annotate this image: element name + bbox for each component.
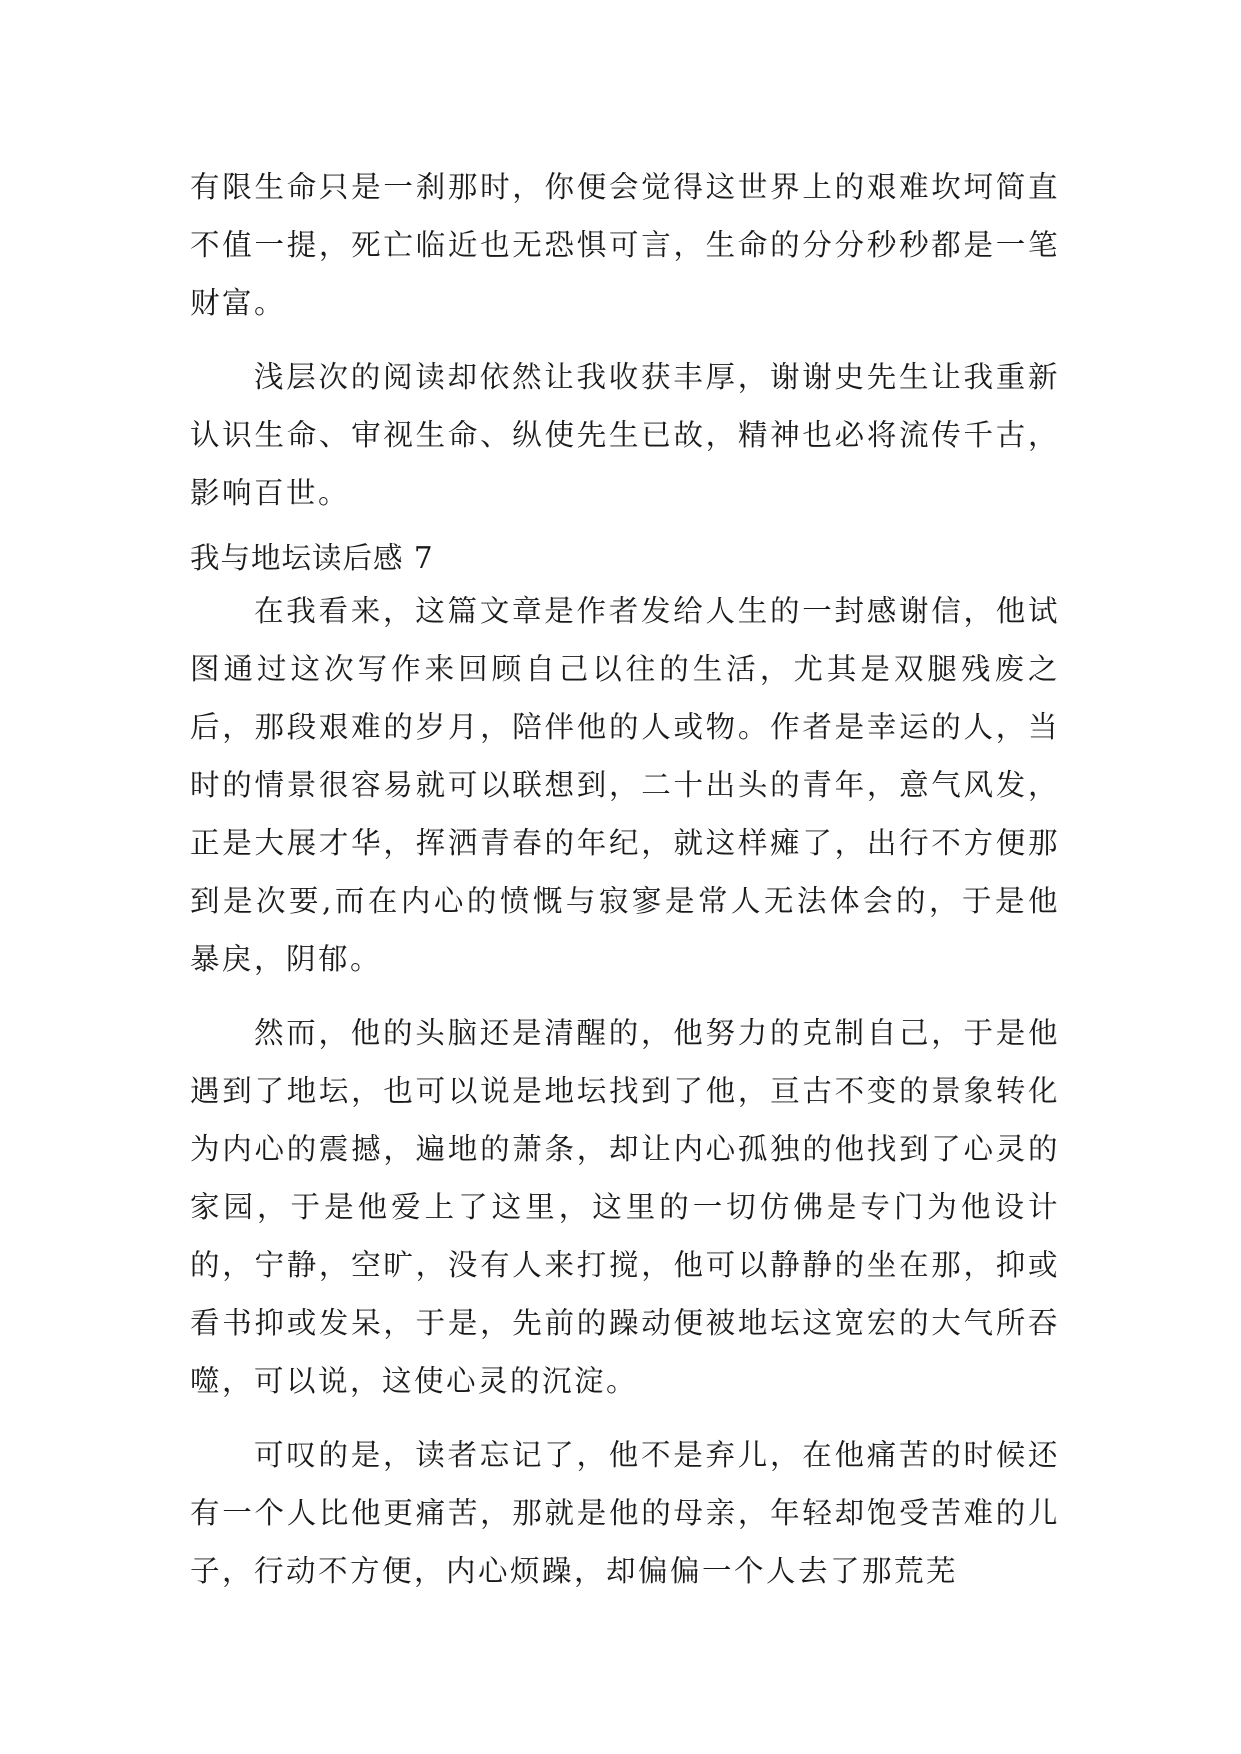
- paragraph-continuation: 有限生命只是一刹那时，你便会觉得这世界上的艰难坎坷简直不值一提，死亡临近也无恐惧可言，生命的分分秒秒都是一笔财富。: [190, 170, 1060, 320]
- paragraph-ditan-encounter: 然而，他的头脑还是清醒的，他努力的克制自己，于是他遇到了地坛，也可以说是地坛找到了他，亘古不变的景象转化为内心的震撼，遍地的萧条，却让内心孤独的他找到了心灵的家园，于是他爱上了这里，这里的一切仿佛是专门为他设计的，宁静，空旷，没有人来打搅，他可以静静的坐在那，抑或看书抑或发呆，于是，先前的躁动便被地坛这宽宏的大气所吞噬，可以说，这使心灵的沉淀。: [190, 1016, 1060, 1398]
- section-heading: 我与地坛读后感 7: [190, 541, 434, 575]
- paragraph-thank-you-letter: 在我看来，这篇文章是作者发给人生的一封感谢信，他试图通过这次写作来回顾自己以往的生活，尤其是双腿残废之后，那段艰难的岁月，陪伴他的人或物。作者是幸运的人，当时的情景很容易就可以联想到，二十出头的青年，意气风发，正是大展才华，挥洒青春的年纪，就这样瘫了，出行不方便那到是次要,而在内心的愤慨与寂寥是常人无法体会的，于是他暴戾，阴郁。: [190, 594, 1060, 976]
- paragraph-reading-reflection: 浅层次的阅读却依然让我收获丰厚，谢谢史先生让我重新认识生命、审视生命、纵使先生已故，精神也必将流传千古，影响百世。: [190, 360, 1060, 510]
- document-body: [190, 158, 1060, 1600]
- paragraph-mother: 可叹的是，读者忘记了，他不是弃儿，在他痛苦的时候还有一个人比他更痛苦，那就是他的母亲，年轻却饱受苦难的儿子，行动不方便，内心烦躁，却偏偏一个人去了那荒芜: [190, 1438, 1060, 1588]
